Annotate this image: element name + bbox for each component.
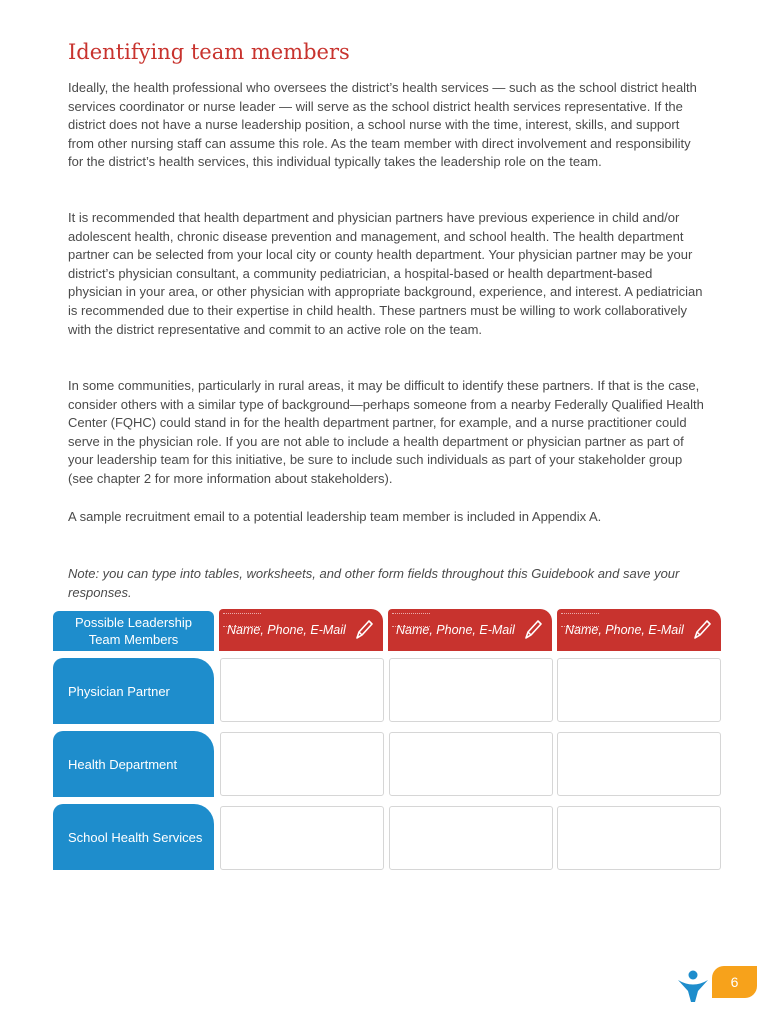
input-cell-school-health-1[interactable] [220,806,384,870]
input-cell-health-dept-2[interactable] [389,732,553,796]
input-cell-school-health-3[interactable] [557,806,721,870]
form-note: Note: you can type into tables, worksheets, and other form fields throughout this Guidebook and save your responses. [68,566,680,600]
paragraph-2: It is recommended that health department and physician partners have previous experience in child and/or adolescent health, chronic disease prevention and management, and school health. The health department partner can be selected from your local city or county health department. Your physician partner may be your district’s physician consultant, a community pediatrician, a hospital-based or health department-based physician in your area, or other physician with appropriate background, experience, and interest. A pediatrician is recommended due to their expertise in child health. These partners must be willing to work collaboratively with the district representative and commit to an active role on the team. [68,210,703,337]
paragraph-1: Ideally, the health professional who oversees the district’s health services — such as the school district health services coordinator or nurse leader — will serve as the school district health services representative. If the district does not have a nurse leadership position, a school nurse with the time, interest, skills, and support from other nursing staff can assume this role. As the team member with direct involvement and responsibility for the district’s health services, this individual typically takes the leadership role on the team. [68,80,697,170]
input-cell-physician-2[interactable] [389,658,553,722]
input-cell-physician-3[interactable] [557,658,721,722]
column-header-2 [388,609,552,651]
table-header-label: Possible Leadership Team Members [53,611,214,651]
input-cell-school-health-2[interactable] [389,806,553,870]
row-label-health-department: Health Department [53,731,214,797]
page-title: Identifying team members [68,40,350,64]
column-header-1 [219,609,383,651]
column-header-label: Name, Phone, E-Mail [396,623,515,637]
paragraph-4: A sample recruitment email to a potential leadership team member is included in Appendix A. [68,509,602,524]
page-number-badge: 6 [712,966,757,998]
column-header-label: Name, Phone, E-Mail [565,623,684,637]
row-label-school-health-services: School Health Services [53,804,214,870]
row-label-physician-partner: Physician Partner [53,658,214,724]
pencil-icon [353,618,375,642]
input-cell-physician-1[interactable] [220,658,384,722]
dotted-decoration [392,613,430,627]
dotted-decoration [223,613,261,627]
pencil-icon [522,618,544,642]
person-logo-icon [676,969,710,1003]
column-header-label: Name, Phone, E-Mail [227,623,346,637]
input-cell-health-dept-3[interactable] [557,732,721,796]
paragraph-3: In some communities, particularly in rural areas, it may be difficult to identify these partners. If that is the case, consider others with a similar type of background—perhaps someone from a nearby Federally Qualified Health Center (FQHC) could stand in for the health department partner, for example, and a nurse practitioner could serve in the physician role. If you are not able to include a health department or physician partner as part of your leadership team for this initiative, be sure to include such individuals as part of your stakeholder group (see chapter 2 for more information about stakeholders). [68,378,704,486]
input-cell-health-dept-1[interactable] [220,732,384,796]
column-header-3 [557,609,721,651]
dotted-decoration [561,613,599,627]
pencil-icon [691,618,713,642]
